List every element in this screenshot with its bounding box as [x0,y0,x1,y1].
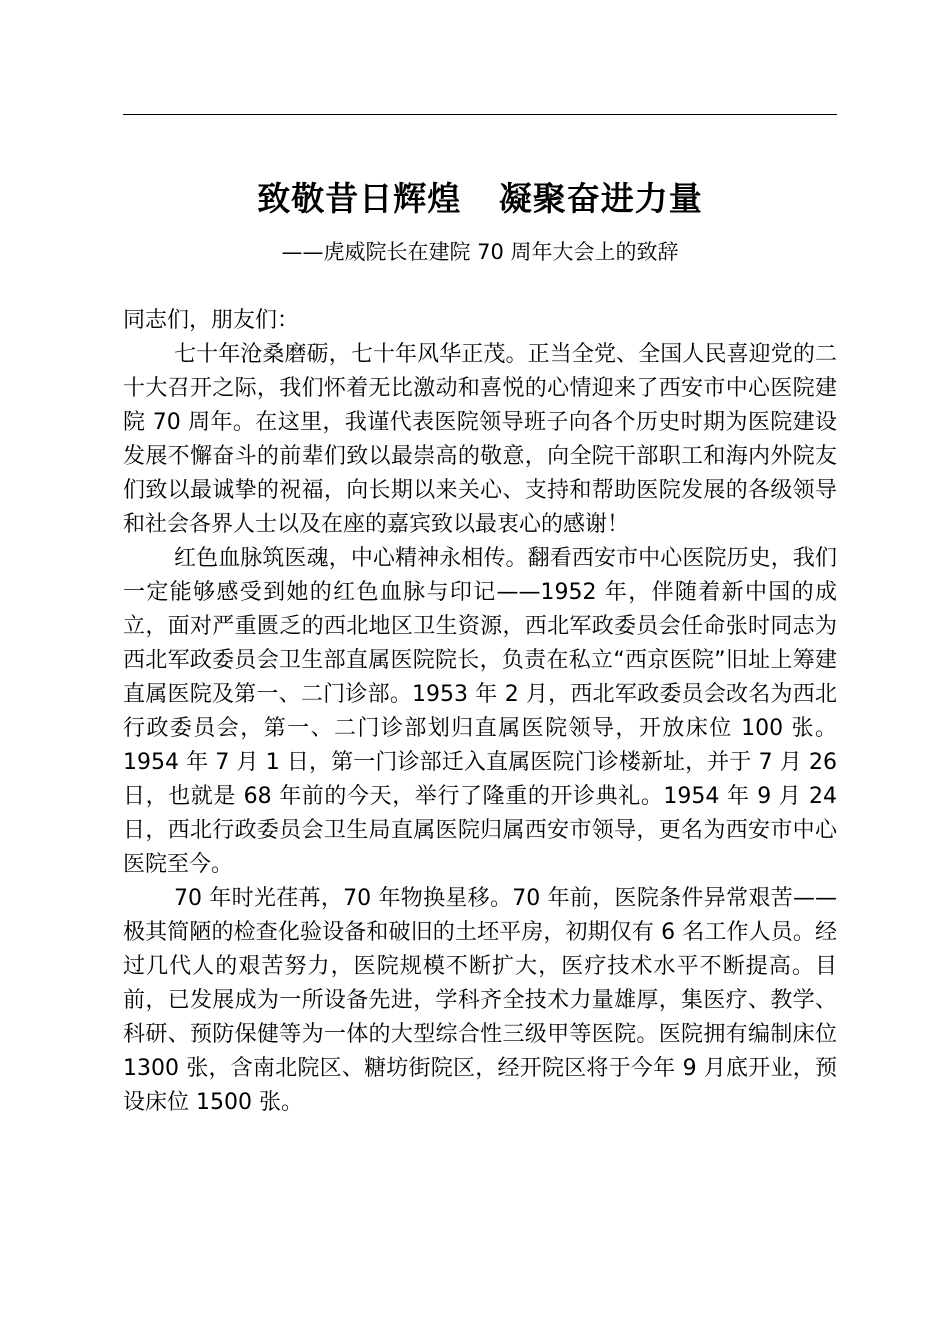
document-title: 致敬昔日辉煌 凝聚奋进力量 [257,179,703,218]
paragraph-3: 70 年时光荏苒，70 年物换星移。70 年前，医院条件异常艰苦——极其简陋的检查化验设备和破旧的土坯平房，初期仅有 6 名工作人员。经过几代人的艰苦努力，医院规模不断扩大，医疗技术水平不断提高。目前，已发展成为一所设备先进，学科齐全技术力量雄厚，集医疗、教学、科研、预防保健等为一体的大型综合性三级甲等医院。医院拥有编制床位 1300 张，含南北院区、糖坊街院区，经开院区将于今年 9 月底开业，预设床位 1500 张。 [123,886,837,1115]
paragraph-1: 七十年沧桑磨砺，七十年风华正茂。正当全党、全国人民喜迎党的二十大召开之际，我们怀着无比激动和喜悦的心情迎来了西安市中心医院建院 70 周年。在这里，我谨代表医院领导班子向各个历史时期为医院建设发展不懈奋斗的前辈们致以最崇高的敬意，向全院干部职工和海内外院友们致以最诚挚的祝福，向长期以来关心、支持和帮助医院发展的各级领导和社会各界人士以及在座的嘉宾致以最衷心的感谢！ [123,342,837,537]
document-subtitle: ——虎威院长在建院 70 周年大会上的致辞 [281,240,679,264]
header-rule [123,114,837,115]
salutation: 同志们，朋友们： [123,308,300,333]
document-body [123,304,837,1120]
paragraph-2: 红色血脉筑医魂，中心精神永相传。翻看西安市中心医院历史，我们一定能够感受到她的红色血脉与印记——1952 年，伴随着新中国的成立，面对严重匮乏的西北地区卫生资源，西北军政委员会任命张时同志为西北军政委员会卫生部直属医院院长，负责在私立“西京医院”旧址上筹建直属医院及第一、二门诊部。1953 年 2 月，西北军政委员会改名为西北行政委员会，第一、二门诊部划归直属医院领导，开放床位 100 张。1954 年 7 月 1 日，第一门诊部迁入直属医院门诊楼新址，并于 7 月 26 日，也就是 68 年前的今天，举行了隆重的开诊典礼。1954 年 9 月 24 日，西北行政委员会卫生局直属医院归属西安市领导，更名为西安市中心医院至今。 [123,546,837,877]
